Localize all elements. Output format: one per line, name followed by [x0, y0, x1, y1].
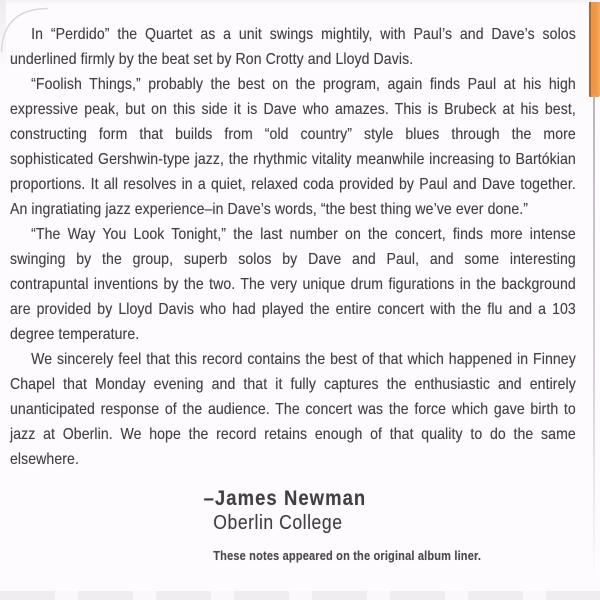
liner-notes-paragraph-3: “The Way You Look Tonight,” the last number on the concert, finds more intense swinging by the group, superb solos by Dave and Paul, and some interesting contrapuntal inventions by the two. The very unique drum figurations in the background are provided by Lloyd Davis who had played the entire concert with the flu and a 103 degree temperature.	[10, 226, 576, 343]
signature-block	[204, 486, 576, 569]
liner-notes-text	[10, 22, 576, 569]
page-bottom-edge-band	[0, 591, 600, 600]
liner-notes-paragraph-4: We sincerely feel that this record contains the best of that which happened in Finney Chapel that Monday evening and that it fully captures the enthusiastic and entirely unanticipated response of the audience. The concert was the force which gave birth to jazz at Oberlin. We hope the record retains enough of that quality to do the same elsewhere.	[10, 351, 576, 468]
liner-notes-paragraph-1: In “Perdido” the Quartet as a unit swings mightily, with Paul’s and Dave’s solos underlined firmly by the beat set by Ron Crotty and Lloyd Davis.	[10, 26, 576, 68]
booklet-edge-orange-tab	[589, 2, 600, 97]
source-note: These notes appeared on the original album liner.	[213, 549, 482, 563]
signature-author-name: –James Newman	[203, 487, 367, 510]
page-right-edge-line	[593, 95, 595, 580]
signature-affiliation: Oberlin College	[213, 512, 343, 534]
page-top-edge-shade	[0, 0, 600, 6]
liner-notes-paragraph-2: “Foolish Things,” probably the best on the program, again finds Paul at his high expressive peak, but on this side it is Dave who amazes. This is Brubeck at his best, constructing form that builds from “old country” style blues through the more sophisticated Gershwin-type jazz, the rhythmic vitality meanwhile increasing to Bartókian proportions. It all resolves in a quiet, relaxed coda provided by Paul and Dave together. An ingratiating jazz experience–in Dave’s words, “the best thing we’ve ever done.”	[10, 76, 576, 218]
